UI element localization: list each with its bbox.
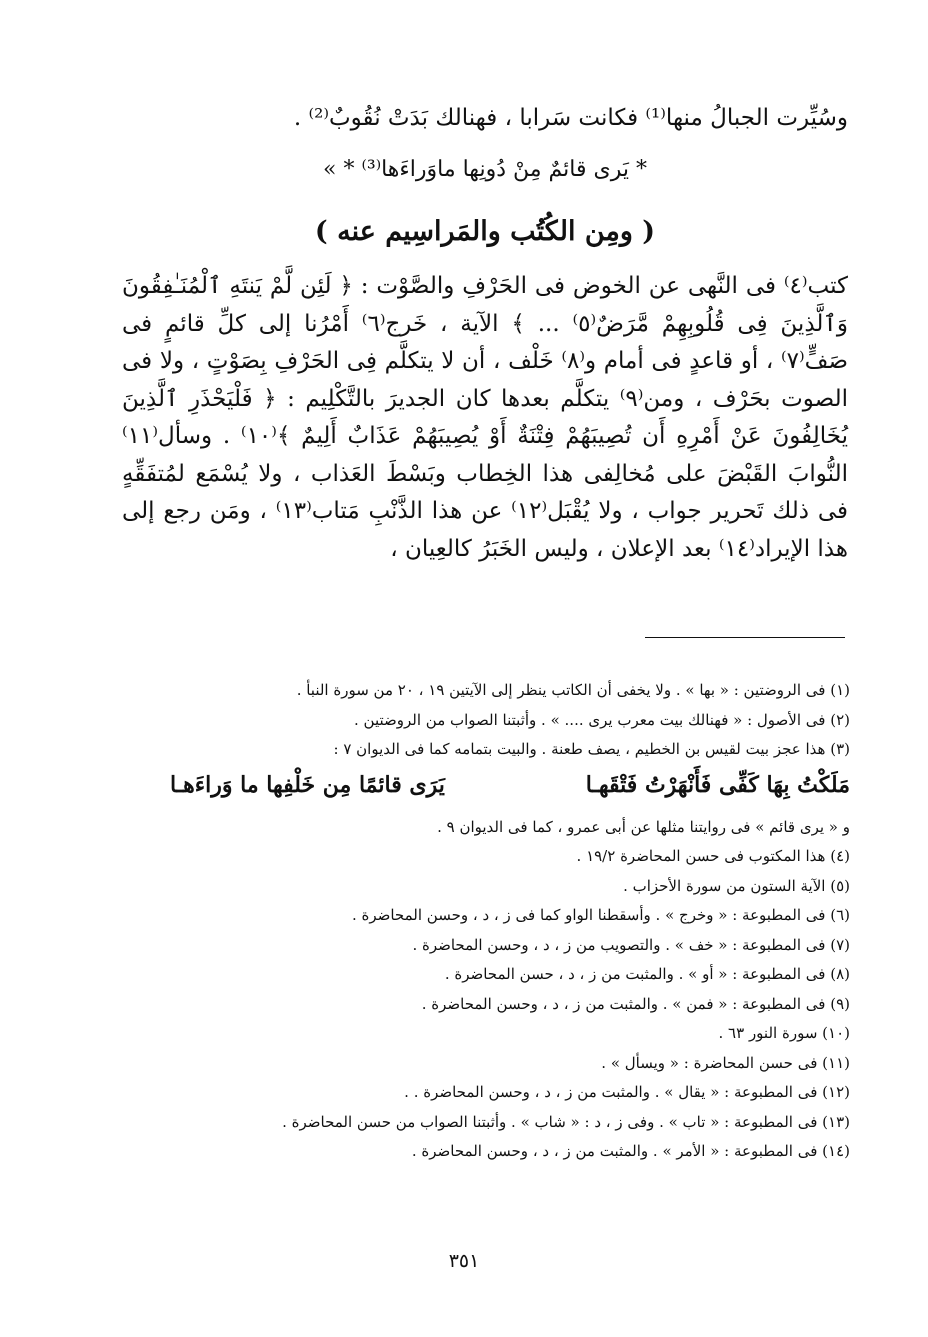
footnote-3: (٣) هذا عجز بيت لقيس بن الخطيم ، يصف طعنة . والبيت بتمامه كما فى الديوان ٧ : — [333, 740, 850, 758]
footnote-1: (١) فى الروضتين : « بها » . ولا يخفى أن الكاتب ينظر إلى الآيتين ١٩ ، ٢٠ من سورة النبأ . — [296, 681, 850, 699]
page-number: ٣٥١ — [448, 1250, 480, 1272]
footnote-13: (١٣) فى المطبوعة : « تاب » . وفى ز ، د : « شاب » . وأثبتنا الصواب من حسن المحاضرة . — [282, 1112, 850, 1131]
footnote-3-continued: و « يرى قائم » فى روايتنا مثلها عن أبى عمرو ، كما فى الديوان ٩ . — [437, 817, 850, 836]
footnote-14: (١٤) فى المطبوعة : « الأمر » . والمثبت من ز ، د ، وحسن المحاضرة . — [411, 1142, 850, 1160]
footnote-8: (٨) فى المطبوعة : « أو » . والمثبت من ز ، د ، حسن المحاضرة . — [444, 965, 850, 983]
section-heading: ( ومِن الكُتُب والمَراسِيم عنه ) — [314, 216, 656, 247]
footnote-5: (٥) الآية الستون من سورة الأحزاب . — [623, 876, 850, 895]
footnote-10: (١٠) سورة النور ٦٣ . — [718, 1024, 850, 1042]
footnote-6: (٦) فى المطبوعة : « وخرج » . وأسقطنا الواو كما فى ز ، د ، وحسن المحاضرة . — [351, 906, 850, 924]
text-line-2: * يَرى قائمٌ مِنْ دُونِها ماوَراءَها⁽³⁾ * » — [323, 157, 647, 182]
verse-left-hemistich: يَرَى قائمًا مِن خَلْفِها ما وَراءَهـا — [170, 771, 445, 798]
footnote-7: (٧) فى المطبوعة : « خف » . والتصويب من ز ، د ، وحسن المحاضرة . — [412, 935, 850, 954]
footnote-12: (١٢) فى المطبوعة : « يقال » . والمثبت من ز ، د ، وحسن المحاضرة . . — [404, 1083, 850, 1101]
footnote-divider — [645, 637, 845, 638]
footnotes-section — [150, 676, 850, 1167]
footnote-11: (١١) فى حسن المحاضرة : « ويسأل » . — [601, 1053, 850, 1072]
footnote-4: (٤) هذا المكتوب فى حسن المحاضرة ١٩/٢ . — [576, 847, 850, 865]
poetry-verse — [170, 767, 850, 803]
footnote-2: (٢) فى الأصول : « فهنالك بيت معرب يرى .... » . وأثبتنا الصواب من الروضتين . — [354, 710, 850, 729]
verse-right-hemistich: مَلَكْتُ بِهَا كَفِّى فَأَنْهَرْتُ فَتْقَهـا — [585, 771, 850, 798]
footnote-9: (٩) فى المطبوعة : « فمن » . والمثبت من ز ، د ، وحسن المحاضرة . — [421, 994, 850, 1013]
text-line-1: وسُيِّرت الجبالُ منها⁽¹⁾ فكانت سَرابا ، فهنالك بَدَتْ نُقُوبٌ⁽²⁾ . — [293, 105, 848, 131]
body-paragraph: كتب⁽٤⁾ فى النَّهى عن الخوض فى الحَرْفِ والصَّوْت : ﴿ لَئِن لَّمْ يَنتَهِ ٱلْمُنَـٰفِقُونَ وَٱلَّذِينَ فِى قُلُوبِهِمْ مَّرَضٌ⁽٥⁾ ... ﴾ الآية ، خَرج⁽٦⁾ أَمْرُنا إلى كلِّ قائمٍ فى صَفٍّ⁽٧⁾ ، أو قاعدٍ فى أمام و⁽٨⁾ خَلْف ، أن لا يتكلَّم فِى الحَرْفِ بِصَوْتٍ ، ولا فى الصوت بحَرْف ، ومن⁽٩⁾ يتكلَّم بعدها كان الجديرَ بالتَّكْلِيم : ﴿ فَلْيَحْذَرِ ٱلَّذِينَ يُخَالِفُونَ عَنْ أَمْرِهِ أَن تُصِيبَهُمْ فِتْنَةٌ أَوْ يُصِيبَهُمْ عَذَابٌ أَلِيمٌ ﴾⁽١٠⁾ . وسأل⁽١١⁾ النُّوابَ القَبْضَ على مُخالِفى هذا الخِطاب وبَسْطَ العَذاب ، ولا يُسْمَع لمُتفَقِّهٍ فى ذلك تَحرير جواب ، ولا يُقْبَل⁽١٢⁾ عن هذا الذَّنْبِ مَتاب⁽١٣⁾ ، ومَن رجع إلى هذا الإيراد⁽١٤⁾ بعد الإعلان ، وليس الخَبَرُ كالعِيان ، — [122, 273, 848, 562]
